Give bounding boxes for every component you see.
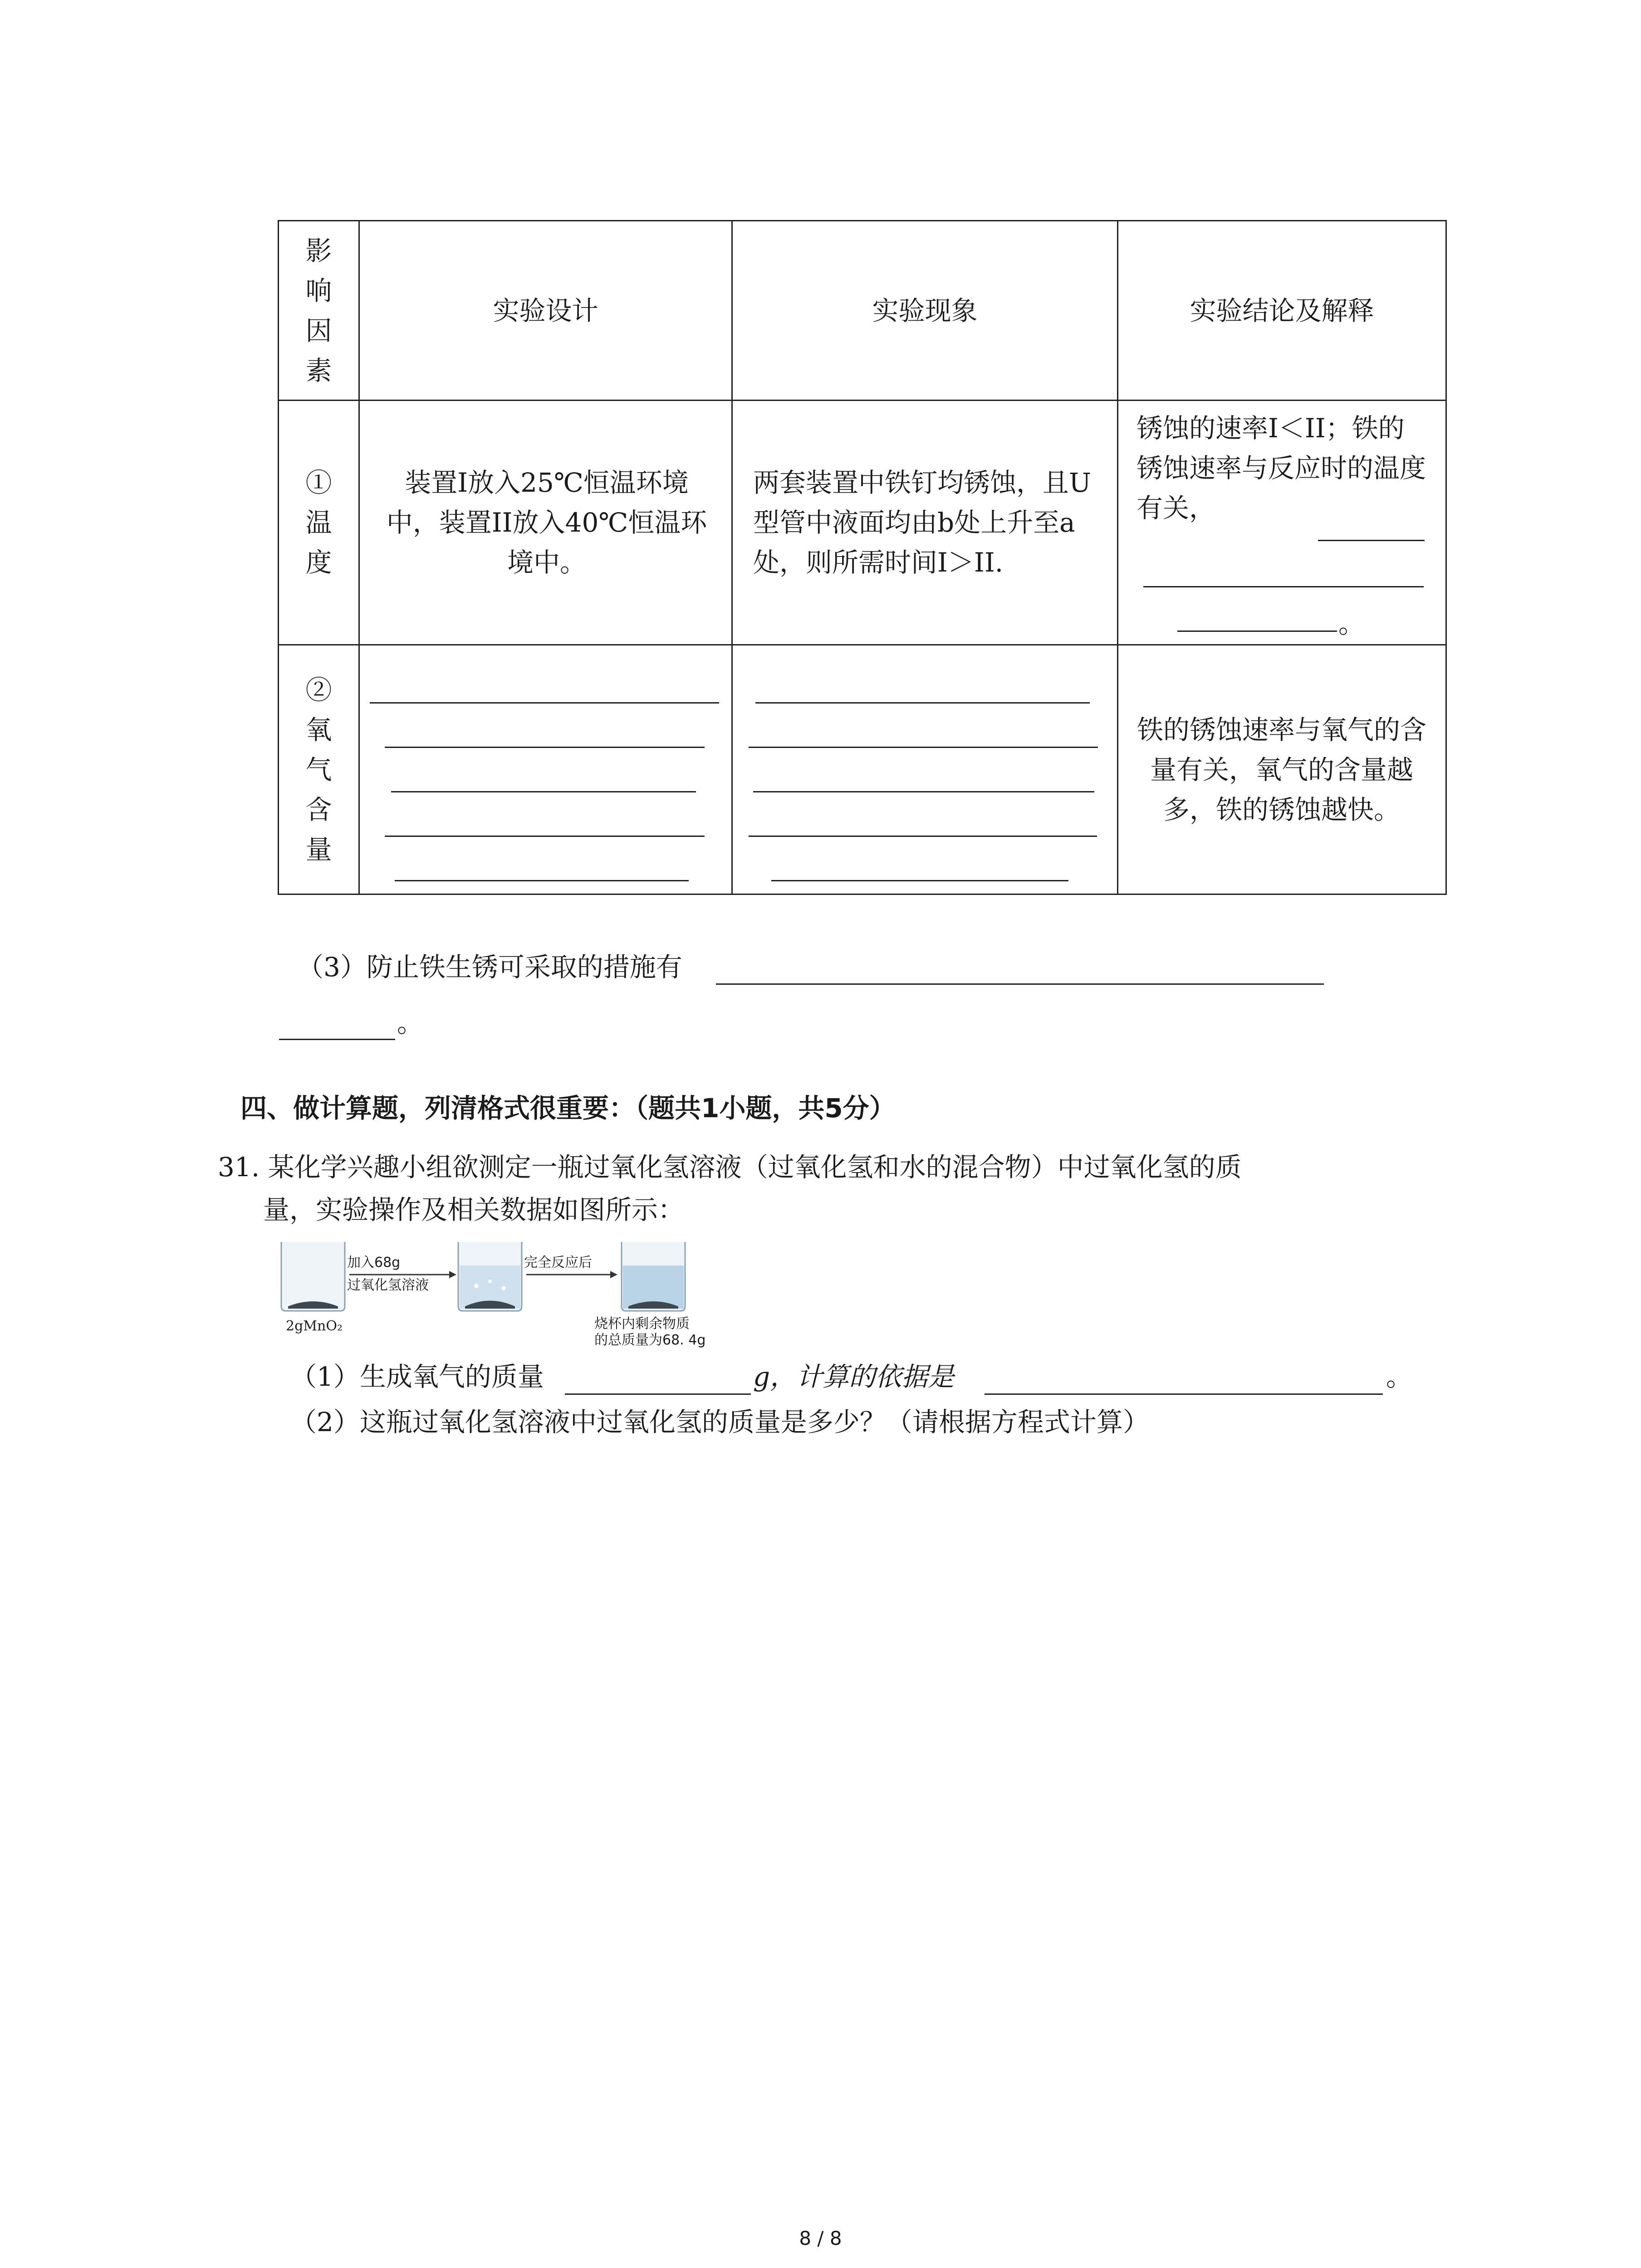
row1-blank-3[interactable] [1177, 631, 1337, 632]
row2-factor: ②氧气含量 [305, 674, 332, 865]
q31-sub1-b: g，计算的依据是 [753, 1361, 955, 1392]
beaker-2 [458, 1242, 522, 1311]
q31-line2: 量，实验操作及相关数据如图所示： [263, 1194, 685, 1225]
row1-blank-1[interactable] [1318, 540, 1425, 541]
beaker1-label: 2gMnO₂ [286, 1318, 343, 1334]
arrow1-bottom-label: 过氧化氢溶液 [347, 1277, 429, 1293]
row1-design: 装置I放入25℃恒温环境中，装置II放入40℃恒温环境中。 [386, 467, 707, 578]
header-design: 实验设计 [493, 295, 598, 326]
row2-design-blank-1[interactable] [370, 702, 719, 704]
header-conclusion: 实验结论及解释 [1190, 295, 1374, 326]
arrow1-top-label: 加入68g [347, 1255, 401, 1271]
arrow2-top-label: 完全反应后 [524, 1255, 592, 1271]
row2-phenomenon-blank-3[interactable] [753, 791, 1094, 792]
q31-sub1-c: 。 [1386, 1361, 1413, 1392]
beaker3-label-2: 的总质量为68. 4g [594, 1332, 706, 1348]
q31-sub1-blank-1[interactable] [565, 1393, 751, 1395]
q3-end: 。 [397, 1007, 424, 1038]
row2-phenomenon-blank-4[interactable] [749, 836, 1097, 837]
row2-design-blank-3[interactable] [391, 791, 696, 792]
q3-blank-1[interactable] [716, 983, 1324, 985]
header-phenomenon: 实验现象 [872, 295, 978, 326]
row2-conclusion: 铁的锈蚀速率与氧气的含量有关，氧气的含量越多，铁的锈蚀越快。 [1136, 714, 1426, 825]
row2-phenomenon-blank-1[interactable] [755, 702, 1090, 704]
row2-design-blank-2[interactable] [385, 747, 705, 748]
q3-blank-2[interactable] [279, 1039, 395, 1040]
page-number: 8 / 8 [799, 2227, 842, 2249]
beaker-3 [622, 1242, 685, 1311]
row2-phenomenon-blank-5[interactable] [771, 880, 1068, 881]
q3-text: （3）防止铁生锈可采取的措施有 [297, 952, 682, 982]
header-factor: 影响因素 [305, 235, 332, 386]
row1-conclusion: 锈蚀的速率I＜II；铁的锈蚀速率与反应时的温度有关， [1136, 413, 1426, 523]
experiment-figure [277, 1238, 740, 1352]
row1-blank-2[interactable] [1143, 586, 1424, 587]
q31-line1: 31. 某化学兴趣小组欲测定一瓶过氧化氢溶液（过氧化氢和水的混合物）中过氧化氢的质 [218, 1152, 1242, 1183]
row1-phenomenon: 两套装置中铁钉均锈蚀，且U型管中液面均由b处上升至a处，则所需时间I＞II. [753, 467, 1091, 578]
row1-conclusion-end: 。 [1338, 608, 1365, 639]
row2-design-blank-5[interactable] [395, 880, 689, 881]
row2-phenomenon-blank-2[interactable] [749, 747, 1098, 748]
q31-sub1-a: （1）生成氧气的质量 [290, 1361, 544, 1392]
q31-sub2: （2）这瓶过氧化氢溶液中过氧化氢的质量是多少？（请根据方程式计算） [290, 1407, 1149, 1437]
beaker3-label-1: 烧杯内剩余物质 [594, 1316, 690, 1332]
q31-sub1-blank-2[interactable] [985, 1393, 1383, 1395]
row1-factor: ①温度 [305, 467, 332, 578]
row2-design-blank-4[interactable] [385, 836, 705, 837]
beaker-1 [281, 1242, 345, 1311]
section-title: 四、做计算题，列清格式很重要：（题共1小题，共5分） [240, 1093, 896, 1124]
